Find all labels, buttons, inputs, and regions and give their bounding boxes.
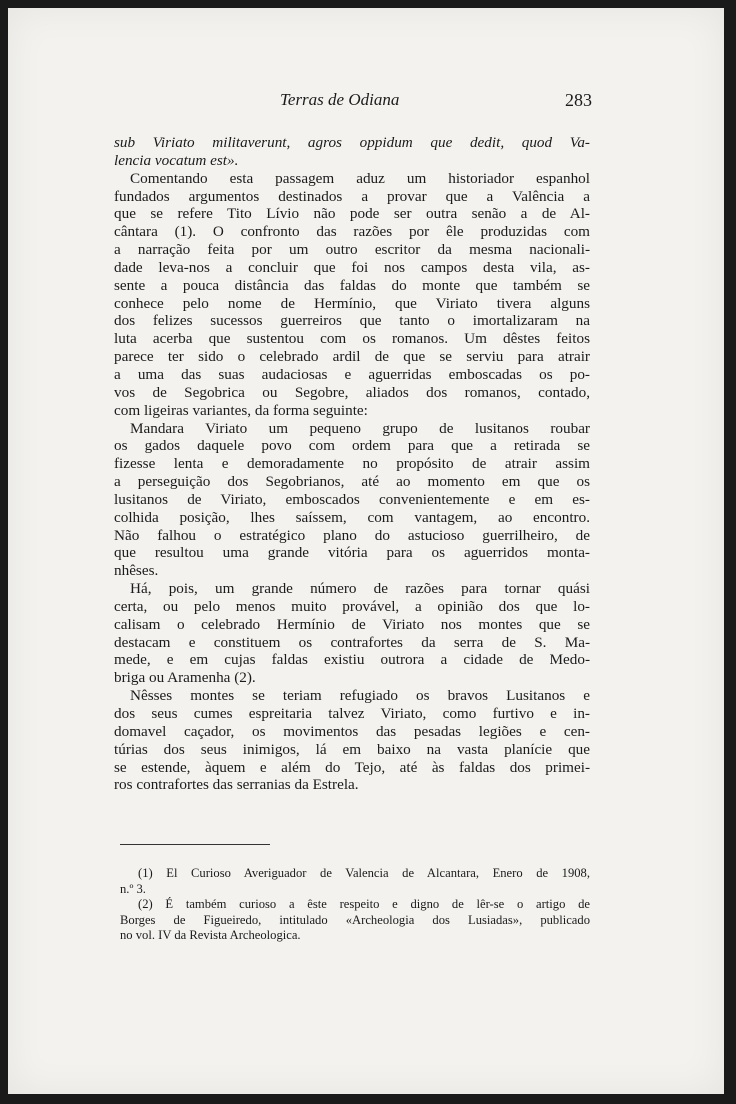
text-line: vos de Segobrica ou Segobre, aliados dos romanos, contado, (114, 383, 590, 401)
text-line: Mandara Viriato um pequeno grupo de lusitanos roubar (130, 419, 590, 437)
footnote-line: Borges de Figueiredo, intitulado «Archeologia dos Lusiadas», publicado (120, 912, 590, 927)
text-line: que resultou uma grande vitória para os aguerridos monta- (114, 544, 590, 562)
text-line: briga ou Aramenha (2). (114, 669, 256, 687)
text-line: Nêsses montes se teriam refugiado os bravos Lusitanos e (130, 687, 590, 705)
text-line: a uma das suas audaciosas e aguerridas emboscadas os po- (114, 365, 590, 383)
text-line: Comentando esta passagem aduz um historiador espanhol (130, 169, 590, 187)
text-line: se estende, àquem e além do Tejo, até às faldas dos primei- (114, 758, 590, 776)
text-line: luta acerba que sustentou com os romanos. Um dêstes feitos (114, 330, 590, 348)
text-line: com ligeiras variantes, da forma seguinte: (114, 401, 368, 419)
text-line: os gados daquele povo com ordem para que a retirada se (114, 437, 590, 455)
text-line: domavel caçador, os movimentos das pesadas legiões e cen- (114, 722, 590, 740)
text-line: lencia vocatum est». (114, 151, 239, 169)
footnotes (120, 866, 590, 944)
text-line: mede, e em cujas faldas existiu outrora a cidade de Medo- (114, 651, 590, 669)
page-header (112, 90, 592, 112)
text-line: sente a pouca distância das faldas do monte que também se (114, 276, 590, 294)
text-line: túrias dos seus inimigos, lá em baixo na vasta planície que (114, 740, 590, 758)
text-line: que se refere Tito Lívio não pode ser outra senão a de Al- (114, 205, 590, 223)
text-line: parece ter sido o celebrado ardil de que se serviu para atrair (114, 348, 590, 366)
text-line: Não falhou o estratégico plano do astucioso guerrilheiro, de (114, 526, 590, 544)
text-line: a narração feita por um outro escritor da mesma nacionali- (114, 241, 590, 259)
text-line: fundados argumentos destinados a provar que a Valência a (114, 187, 590, 205)
footnote-line: no vol. IV da Revista Archeologica. (120, 928, 301, 943)
body-text (114, 134, 590, 794)
text-line: conhece pelo nome de Hermínio, que Viriato tivera alguns (114, 294, 590, 312)
text-line: a perseguição dos Segobrianos, até ao momento em que os (114, 473, 590, 491)
running-title: Terras de Odiana (280, 90, 400, 109)
text-line: dade leva-nos a concluir que foi nos campos desta vila, as- (114, 258, 590, 276)
footnote-divider (120, 844, 270, 845)
text-line: colhida posição, lhes saíssem, com vantagem, ao encontro. (114, 508, 590, 526)
text-line: nhêses. (114, 562, 159, 580)
text-line: ros contrafortes das serranias da Estrela. (114, 776, 359, 794)
text-line: sub Viriato militaverunt, agros oppidum que dedit, quod Va- (114, 134, 590, 151)
footnote-line: n.º 3. (120, 881, 146, 896)
text-line: Há, pois, um grande número de razões para tornar quási (130, 580, 590, 598)
text-line: certa, ou pelo menos muito provável, a opinião dos que lo- (114, 597, 590, 615)
text-line: destacam e constituem os contrafortes da serra de S. Ma- (114, 633, 590, 651)
page-number: 283 (565, 90, 592, 110)
footnote-line: (2) É também curioso a êste respeito e digno de lêr-se o artigo de (138, 897, 590, 912)
book-page (8, 8, 724, 1094)
text-line: lusitanos de Viriato, emboscados convenientemente e em es- (114, 490, 590, 508)
footnote-line: (1) El Curioso Averiguador de Valencia de Alcantara, Enero de 1908, (138, 866, 590, 880)
text-line: dos felizes sucessos guerreiros que tanto o imortalizaram na (114, 312, 590, 330)
text-line: dos seus cumes espreitaria talvez Viriato, como furtivo e in- (114, 705, 590, 722)
text-line: calisam o celebrado Hermínio de Viriato nos montes que se (114, 615, 590, 633)
text-line: cântara (1). O confronto das razões por êle produzidas com (114, 223, 590, 241)
text-line: fizesse lenta e demoradamente no propósito de atrair assim (114, 455, 590, 473)
